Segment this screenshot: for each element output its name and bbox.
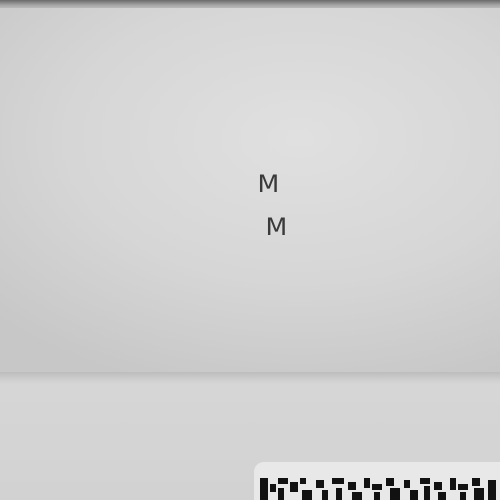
2d-barcode (260, 476, 500, 500)
handwritten-letter-m: M (265, 213, 288, 241)
handwritten-letter-m: M (257, 170, 280, 198)
barcode-label (254, 462, 500, 500)
paper-sheet (0, 8, 500, 380)
